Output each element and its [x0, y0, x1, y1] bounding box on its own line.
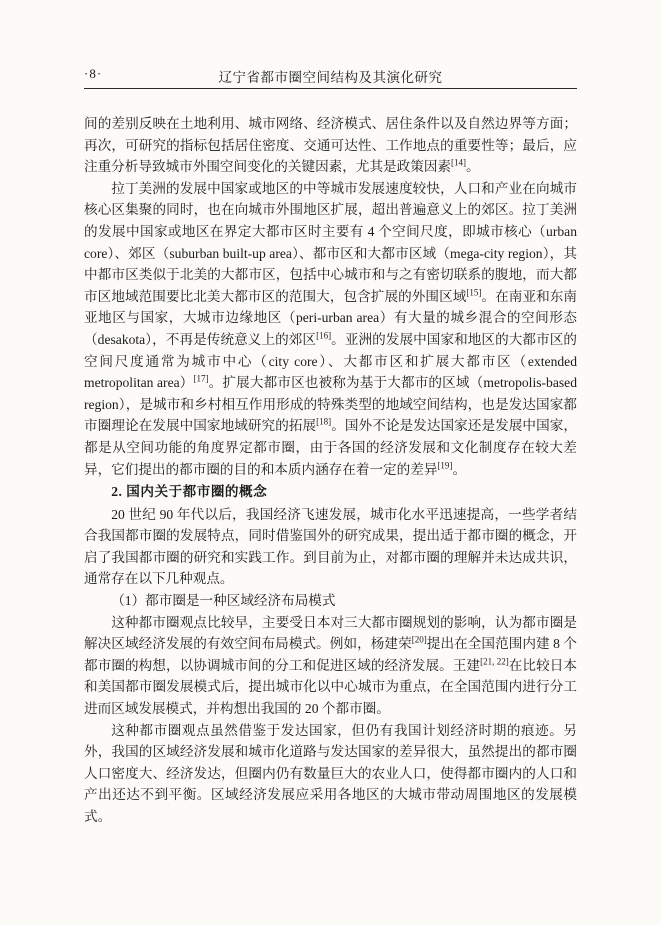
paragraph-viewpoint-critique: 这种都市圈观点虽然借鉴于发达国家，但仍有我国计划经济时期的痕迹。另外，我国的区域经济发展和城市化道路与发达国家的差异很大，虽然提出的都市圈人口密度大、经济发达，但圈内仍有数量巨大的农业人口，使得都市圈内的人口和产出还达不到平衡。区域经济发展应采用各地区的大城市带动周围地区的发展模式。 [84, 722, 577, 824]
paragraph-continuation: 间的差别反映在土地利用、城市网络、经济模式、居住条件以及自然边界等方面；再次，可研究的指标包括居住密度、交通可达性、工作地点的重要性等；最后，应注重分析导致城市外围空间变化的关键因素，尤其是政策因素[14]。 [84, 116, 577, 175]
running-title: 辽宁省都市圈空间结构及其演化研究 [218, 70, 443, 85]
reference-superscript: [17] [193, 373, 209, 384]
paragraph-viewpoint-early: 这种都市圈观点比较早，主要受日本对三大都市圈规划的影响，认为都市圈是解决区域经济发展的有效空间布局模式。例如，杨建荣[20]提出在全国范围内建 8 个都市圈的构想，以协调城市间的分工和促进区域的经济发展。王建[21, 22]在比较日本和美国都市圈发展模式后，提出城市化以中心城市为重点，在全国范围内进行分工进而区域发展模式，并构想出我国的 20 个都市圈。 [84, 614, 578, 717]
page-body [84, 113, 577, 828]
paragraph-latin-america: 拉丁美洲的发展中国家或地区的中等城市发展速度较快，人口和产业在向城市核心区集聚的同时，也在向城市外围地区扩展，超出普遍意义上的郊区。拉丁美洲的发展中国家或地区在界定大都市区时主要有 4 个空间尺度，即城市核心（urban core）、郊区（suburban built-up area）、都市区和大都市区域（mega-city region），其中都市区类似于北美的大都市区，包括中心城市和与之有密切联系的腹地，而大都市区地域范围要比北美大都市区的范围大，包含扩展的外围区域[15]。在南亚和东南亚地区与国家，大城市边缘地区（peri-urban area）有大量的城乡混合的空间形态（desakota），不再是传统意义上的郊区[16]。亚洲的发展中国家和地区的大都市区的空间尺度通常为城市中心（city core）、大都市区和扩展大都市区（extended metropolitan area）[17]。扩展大都市区也被称为基于大都市的区域（metropolis-based region），是城市和乡村相互作用形成的特殊类型的地域空间结构，也是发达国家都市圈理论在发展中国家地域研究的拓展[18]。国外不论是发达国家还是发展中国家，都是从空间功能的角度界定都市圈，由于各国的经济发展和文化制度存在较大差异，它们提出的都市圈的目的和本质内涵存在着一定的差异[19]。 [84, 180, 578, 477]
reference-superscript: [16] [316, 330, 332, 341]
reference-superscript: [14] [451, 157, 467, 168]
reference-superscript: [20] [411, 634, 427, 645]
reference-superscript: [15] [466, 287, 482, 298]
page-number: ·8· [84, 66, 103, 81]
paragraph-domestic-overview: 20 世纪 90 年代以后，我国经济飞速发展，城市化水平迅速提高，一些学者结合我国都市圈的发展特点，同时借鉴国外的研究成果，提出适于都市圈的概念，开启了我国都市圈的研究和实践工作。到目前为止，对都市圈的理解并未达成共识，通常存在以下几种观点。 [84, 506, 577, 587]
subheading-regional-economic-layout: （1）都市圈是一种区域经济布局模式 [111, 593, 336, 609]
reference-superscript: [18] [316, 416, 332, 427]
section-heading-domestic-concept: 2. 国内关于都市圈的概念 [111, 484, 268, 500]
page-header [84, 66, 577, 89]
reference-superscript: [21, 22] [480, 656, 509, 667]
reference-superscript: [19] [437, 459, 453, 470]
